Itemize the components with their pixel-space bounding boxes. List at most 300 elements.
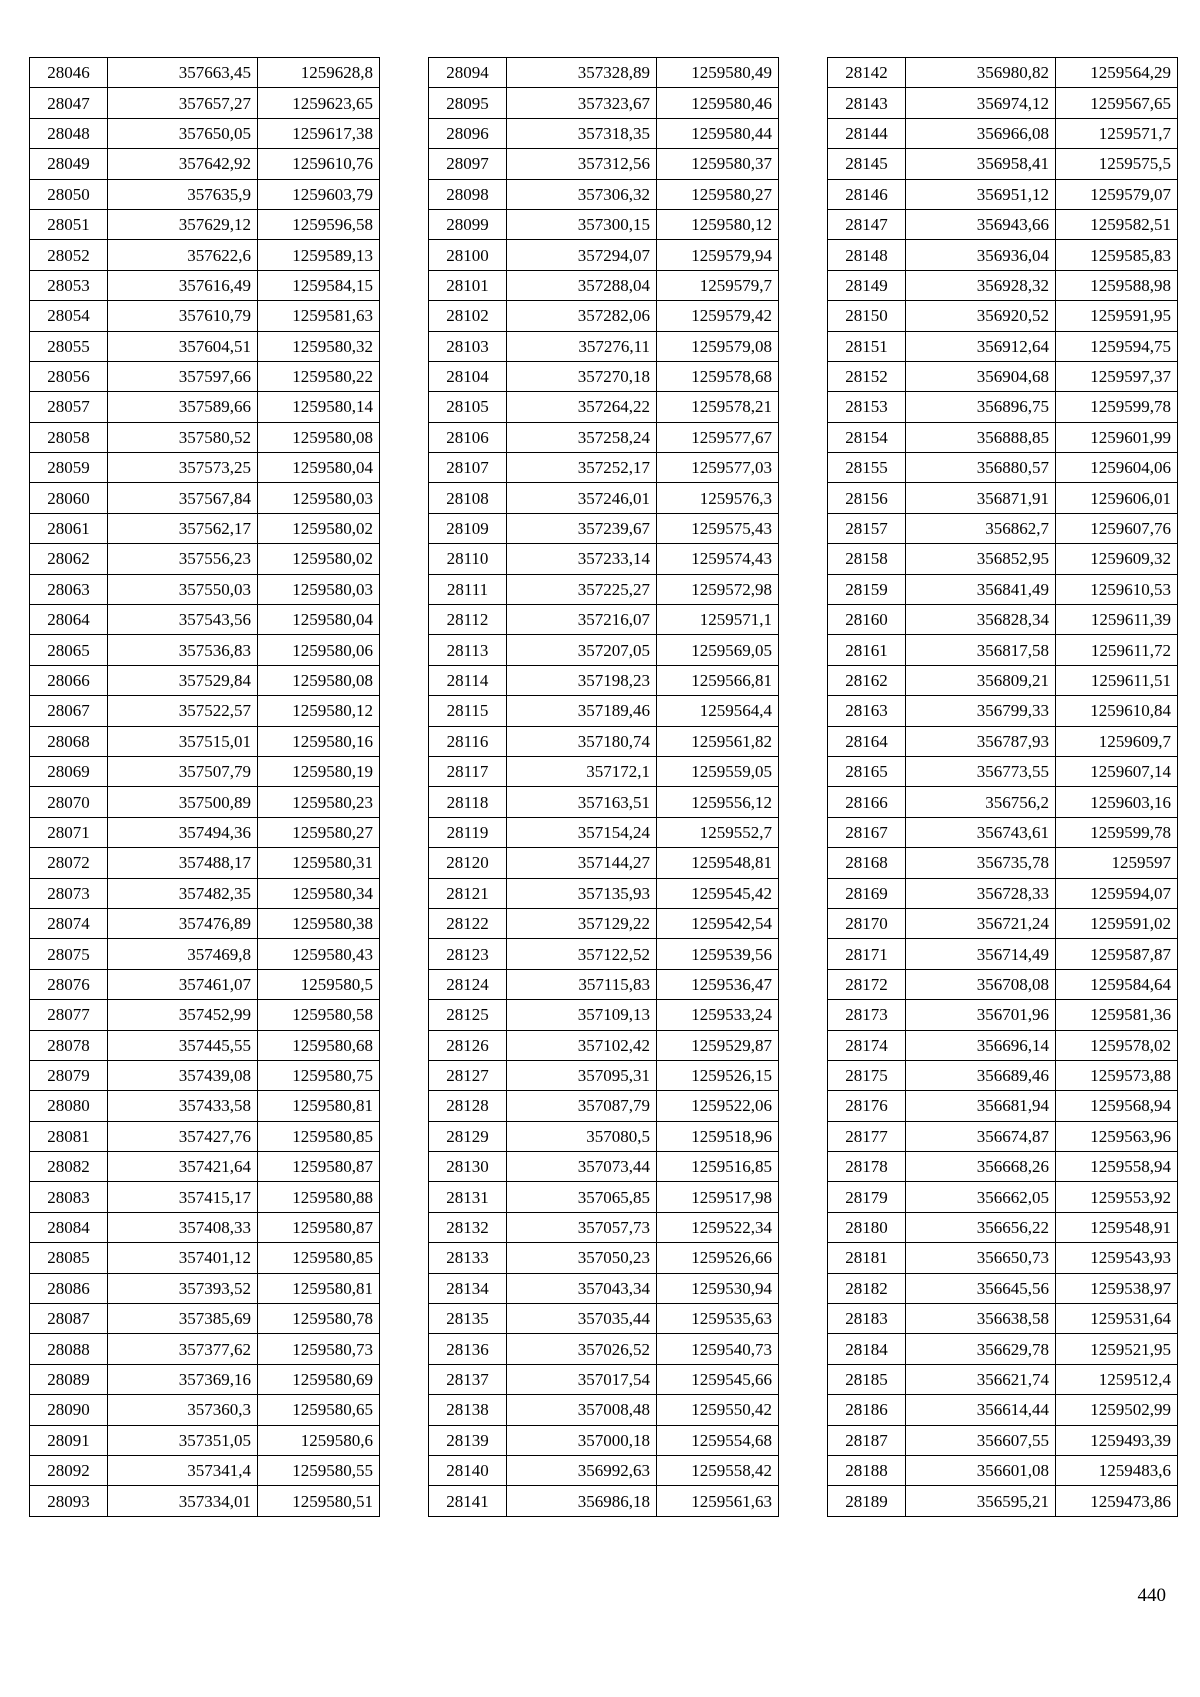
point-id-cell: 28087 — [30, 1304, 108, 1334]
x-coordinate-cell: 357494,36 — [108, 817, 258, 847]
x-coordinate-cell: 357154,24 — [507, 817, 657, 847]
point-id-cell: 28070 — [30, 787, 108, 817]
table-row — [828, 361, 1178, 391]
y-coordinate-cell: 1259556,12 — [657, 787, 779, 817]
point-id-cell: 28066 — [30, 665, 108, 695]
y-coordinate-cell: 1259580,49 — [657, 58, 779, 88]
point-id-cell: 28064 — [30, 605, 108, 635]
table-row — [828, 240, 1178, 270]
x-coordinate-cell: 357318,35 — [507, 118, 657, 148]
point-id-cell: 28148 — [828, 240, 906, 270]
x-coordinate-cell: 356601,08 — [906, 1455, 1056, 1485]
y-coordinate-cell: 1259550,42 — [657, 1395, 779, 1425]
table-row — [30, 848, 380, 878]
point-id-cell: 28056 — [30, 361, 108, 391]
x-coordinate-cell: 357334,01 — [108, 1486, 258, 1516]
x-coordinate-cell: 356701,96 — [906, 1000, 1056, 1030]
point-id-cell: 28062 — [30, 544, 108, 574]
table-row — [429, 331, 779, 361]
point-id-cell: 28189 — [828, 1486, 906, 1516]
x-coordinate-cell: 356629,78 — [906, 1334, 1056, 1364]
point-id-cell: 28185 — [828, 1364, 906, 1394]
y-coordinate-cell: 1259512,4 — [1056, 1364, 1178, 1394]
y-coordinate-cell: 1259628,8 — [258, 58, 380, 88]
y-coordinate-cell: 1259584,15 — [258, 270, 380, 300]
table-row — [30, 513, 380, 543]
x-coordinate-cell: 357276,11 — [507, 331, 657, 361]
table-row — [30, 240, 380, 270]
x-coordinate-cell: 357567,84 — [108, 483, 258, 513]
table-row — [828, 88, 1178, 118]
y-coordinate-cell: 1259580,34 — [258, 878, 380, 908]
y-coordinate-cell: 1259579,08 — [657, 331, 779, 361]
coordinate-table-2 — [428, 57, 779, 1517]
table-row — [429, 635, 779, 665]
table-row — [828, 58, 1178, 88]
table-row — [429, 756, 779, 786]
y-coordinate-cell: 1259540,73 — [657, 1334, 779, 1364]
table-row — [30, 301, 380, 331]
x-coordinate-cell: 357433,58 — [108, 1091, 258, 1121]
table-row — [429, 1121, 779, 1151]
x-coordinate-cell: 357663,45 — [108, 58, 258, 88]
point-id-cell: 28080 — [30, 1091, 108, 1121]
y-coordinate-cell: 1259611,51 — [1056, 665, 1178, 695]
table-row — [30, 483, 380, 513]
x-coordinate-cell: 356980,82 — [906, 58, 1056, 88]
point-id-cell: 28171 — [828, 939, 906, 969]
y-coordinate-cell: 1259548,91 — [1056, 1212, 1178, 1242]
point-id-cell: 28145 — [828, 149, 906, 179]
table-row — [429, 908, 779, 938]
point-id-cell: 28117 — [429, 756, 507, 786]
point-id-cell: 28076 — [30, 969, 108, 999]
point-id-cell: 28177 — [828, 1121, 906, 1151]
table-row — [429, 422, 779, 452]
y-coordinate-cell: 1259584,64 — [1056, 969, 1178, 999]
point-id-cell: 28063 — [30, 574, 108, 604]
x-coordinate-cell: 357408,33 — [108, 1212, 258, 1242]
y-coordinate-cell: 1259609,32 — [1056, 544, 1178, 574]
y-coordinate-cell: 1259535,63 — [657, 1304, 779, 1334]
x-coordinate-cell: 357115,83 — [507, 969, 657, 999]
point-id-cell: 28178 — [828, 1152, 906, 1182]
table-row — [429, 1425, 779, 1455]
x-coordinate-cell: 357080,5 — [507, 1121, 657, 1151]
point-id-cell: 28111 — [429, 574, 507, 604]
table-row — [30, 453, 380, 483]
point-id-cell: 28090 — [30, 1395, 108, 1425]
x-coordinate-cell: 356595,21 — [906, 1486, 1056, 1516]
point-id-cell: 28170 — [828, 908, 906, 938]
y-coordinate-cell: 1259611,39 — [1056, 605, 1178, 635]
point-id-cell: 28086 — [30, 1273, 108, 1303]
table-row — [429, 118, 779, 148]
x-coordinate-cell: 356852,95 — [906, 544, 1056, 574]
table-row — [429, 1243, 779, 1273]
y-coordinate-cell: 1259561,63 — [657, 1486, 779, 1516]
point-id-cell: 28123 — [429, 939, 507, 969]
table-row — [30, 635, 380, 665]
point-id-cell: 28051 — [30, 209, 108, 239]
y-coordinate-cell: 1259580,38 — [258, 908, 380, 938]
y-coordinate-cell: 1259603,79 — [258, 179, 380, 209]
y-coordinate-cell: 1259536,47 — [657, 969, 779, 999]
x-coordinate-cell: 357369,16 — [108, 1364, 258, 1394]
y-coordinate-cell: 1259580,58 — [258, 1000, 380, 1030]
point-id-cell: 28108 — [429, 483, 507, 513]
x-coordinate-cell: 356689,46 — [906, 1060, 1056, 1090]
point-id-cell: 28072 — [30, 848, 108, 878]
point-id-cell: 28168 — [828, 848, 906, 878]
y-coordinate-cell: 1259623,65 — [258, 88, 380, 118]
point-id-cell: 28167 — [828, 817, 906, 847]
table-row — [828, 453, 1178, 483]
table-row — [30, 908, 380, 938]
table-row — [429, 605, 779, 635]
y-coordinate-cell: 1259545,42 — [657, 878, 779, 908]
y-coordinate-cell: 1259531,64 — [1056, 1304, 1178, 1334]
y-coordinate-cell: 1259580,27 — [657, 179, 779, 209]
point-id-cell: 28105 — [429, 392, 507, 422]
x-coordinate-cell: 357635,9 — [108, 179, 258, 209]
point-id-cell: 28097 — [429, 149, 507, 179]
y-coordinate-cell: 1259580,55 — [258, 1455, 380, 1485]
point-id-cell: 28121 — [429, 878, 507, 908]
point-id-cell: 28164 — [828, 726, 906, 756]
x-coordinate-cell: 356735,78 — [906, 848, 1056, 878]
table-row — [828, 605, 1178, 635]
y-coordinate-cell: 1259533,24 — [657, 1000, 779, 1030]
x-coordinate-cell: 356912,64 — [906, 331, 1056, 361]
table-row — [30, 1455, 380, 1485]
table-row — [429, 726, 779, 756]
y-coordinate-cell: 1259610,53 — [1056, 574, 1178, 604]
x-coordinate-cell: 357073,44 — [507, 1152, 657, 1182]
table-row — [30, 270, 380, 300]
x-coordinate-cell: 357469,8 — [108, 939, 258, 969]
table-row — [429, 544, 779, 574]
point-id-cell: 28127 — [429, 1060, 507, 1090]
point-id-cell: 28158 — [828, 544, 906, 574]
point-id-cell: 28092 — [30, 1455, 108, 1485]
y-coordinate-cell: 1259603,16 — [1056, 787, 1178, 817]
point-id-cell: 28089 — [30, 1364, 108, 1394]
x-coordinate-cell: 357642,92 — [108, 149, 258, 179]
point-id-cell: 28149 — [828, 270, 906, 300]
x-coordinate-cell: 357393,52 — [108, 1273, 258, 1303]
table-row — [429, 1060, 779, 1090]
x-coordinate-cell: 357351,05 — [108, 1425, 258, 1455]
x-coordinate-cell: 356992,63 — [507, 1455, 657, 1485]
x-coordinate-cell: 357500,89 — [108, 787, 258, 817]
y-coordinate-cell: 1259610,76 — [258, 149, 380, 179]
point-id-cell: 28054 — [30, 301, 108, 331]
y-coordinate-cell: 1259538,97 — [1056, 1273, 1178, 1303]
y-coordinate-cell: 1259574,43 — [657, 544, 779, 574]
y-coordinate-cell: 1259581,63 — [258, 301, 380, 331]
table-row — [429, 848, 779, 878]
point-id-cell: 28049 — [30, 149, 108, 179]
x-coordinate-cell: 357522,57 — [108, 696, 258, 726]
x-coordinate-cell: 357057,73 — [507, 1212, 657, 1242]
table-row — [828, 969, 1178, 999]
table-row — [828, 635, 1178, 665]
point-id-cell: 28112 — [429, 605, 507, 635]
point-id-cell: 28091 — [30, 1425, 108, 1455]
x-coordinate-cell: 356888,85 — [906, 422, 1056, 452]
y-coordinate-cell: 1259526,66 — [657, 1243, 779, 1273]
point-id-cell: 28095 — [429, 88, 507, 118]
y-coordinate-cell: 1259571,1 — [657, 605, 779, 635]
table-row — [828, 270, 1178, 300]
x-coordinate-cell: 357562,17 — [108, 513, 258, 543]
coordinate-table-1 — [29, 57, 380, 1517]
table-row — [30, 939, 380, 969]
point-id-cell: 28084 — [30, 1212, 108, 1242]
y-coordinate-cell: 1259580,46 — [657, 88, 779, 118]
table-row — [30, 1395, 380, 1425]
table-row — [828, 1364, 1178, 1394]
x-coordinate-cell: 357189,46 — [507, 696, 657, 726]
x-coordinate-cell: 357258,24 — [507, 422, 657, 452]
x-coordinate-cell: 357515,01 — [108, 726, 258, 756]
y-coordinate-cell: 1259526,15 — [657, 1060, 779, 1090]
table-row — [828, 848, 1178, 878]
y-coordinate-cell: 1259579,07 — [1056, 179, 1178, 209]
point-id-cell: 28156 — [828, 483, 906, 513]
y-coordinate-cell: 1259580,16 — [258, 726, 380, 756]
y-coordinate-cell: 1259589,13 — [258, 240, 380, 270]
x-coordinate-cell: 357385,69 — [108, 1304, 258, 1334]
table-row — [30, 544, 380, 574]
y-coordinate-cell: 1259580,02 — [258, 544, 380, 574]
table-row — [828, 1486, 1178, 1516]
point-id-cell: 28154 — [828, 422, 906, 452]
x-coordinate-cell: 356787,93 — [906, 726, 1056, 756]
x-coordinate-cell: 356638,58 — [906, 1304, 1056, 1334]
x-coordinate-cell: 356966,08 — [906, 118, 1056, 148]
y-coordinate-cell: 1259580,19 — [258, 756, 380, 786]
y-coordinate-cell: 1259580,32 — [258, 331, 380, 361]
y-coordinate-cell: 1259539,56 — [657, 939, 779, 969]
y-coordinate-cell: 1259567,65 — [1056, 88, 1178, 118]
point-id-cell: 28174 — [828, 1030, 906, 1060]
y-coordinate-cell: 1259580,03 — [258, 483, 380, 513]
table-row — [429, 1273, 779, 1303]
point-id-cell: 28113 — [429, 635, 507, 665]
y-coordinate-cell: 1259580,73 — [258, 1334, 380, 1364]
x-coordinate-cell: 357172,1 — [507, 756, 657, 786]
point-id-cell: 28124 — [429, 969, 507, 999]
point-id-cell: 28071 — [30, 817, 108, 847]
point-id-cell: 28048 — [30, 118, 108, 148]
point-id-cell: 28176 — [828, 1091, 906, 1121]
table-row — [30, 331, 380, 361]
table-row — [429, 149, 779, 179]
y-coordinate-cell: 1259580,04 — [258, 605, 380, 635]
y-coordinate-cell: 1259553,92 — [1056, 1182, 1178, 1212]
y-coordinate-cell: 1259587,87 — [1056, 939, 1178, 969]
table-row — [828, 331, 1178, 361]
point-id-cell: 28100 — [429, 240, 507, 270]
x-coordinate-cell: 357216,07 — [507, 605, 657, 635]
y-coordinate-cell: 1259580,85 — [258, 1243, 380, 1273]
point-id-cell: 28060 — [30, 483, 108, 513]
y-coordinate-cell: 1259516,85 — [657, 1152, 779, 1182]
point-id-cell: 28101 — [429, 270, 507, 300]
y-coordinate-cell: 1259580,27 — [258, 817, 380, 847]
x-coordinate-cell: 357589,66 — [108, 392, 258, 422]
x-coordinate-cell: 357488,17 — [108, 848, 258, 878]
table-row — [828, 149, 1178, 179]
y-coordinate-cell: 1259493,39 — [1056, 1425, 1178, 1455]
point-id-cell: 28074 — [30, 908, 108, 938]
y-coordinate-cell: 1259580,08 — [258, 422, 380, 452]
table-row — [429, 1030, 779, 1060]
table-row — [30, 1212, 380, 1242]
x-coordinate-cell: 357288,04 — [507, 270, 657, 300]
point-id-cell: 28147 — [828, 209, 906, 239]
point-id-cell: 28162 — [828, 665, 906, 695]
point-id-cell: 28102 — [429, 301, 507, 331]
y-coordinate-cell: 1259580,75 — [258, 1060, 380, 1090]
y-coordinate-cell: 1259575,43 — [657, 513, 779, 543]
y-coordinate-cell: 1259594,07 — [1056, 878, 1178, 908]
y-coordinate-cell: 1259580,23 — [258, 787, 380, 817]
y-coordinate-cell: 1259548,81 — [657, 848, 779, 878]
point-id-cell: 28118 — [429, 787, 507, 817]
x-coordinate-cell: 356809,21 — [906, 665, 1056, 695]
x-coordinate-cell: 357306,32 — [507, 179, 657, 209]
table-row — [828, 756, 1178, 786]
x-coordinate-cell: 357421,64 — [108, 1152, 258, 1182]
point-id-cell: 28109 — [429, 513, 507, 543]
y-coordinate-cell: 1259580,02 — [258, 513, 380, 543]
y-coordinate-cell: 1259578,21 — [657, 392, 779, 422]
table-row — [429, 88, 779, 118]
x-coordinate-cell: 356756,2 — [906, 787, 1056, 817]
x-coordinate-cell: 356880,57 — [906, 453, 1056, 483]
table-row — [429, 1091, 779, 1121]
y-coordinate-cell: 1259517,98 — [657, 1182, 779, 1212]
point-id-cell: 28142 — [828, 58, 906, 88]
x-coordinate-cell: 356896,75 — [906, 392, 1056, 422]
y-coordinate-cell: 1259579,7 — [657, 270, 779, 300]
x-coordinate-cell: 357050,23 — [507, 1243, 657, 1273]
table-row — [30, 209, 380, 239]
point-id-cell: 28143 — [828, 88, 906, 118]
x-coordinate-cell: 356721,24 — [906, 908, 1056, 938]
x-coordinate-cell: 357629,12 — [108, 209, 258, 239]
x-coordinate-cell: 356674,87 — [906, 1121, 1056, 1151]
x-coordinate-cell: 357507,79 — [108, 756, 258, 786]
table-row — [828, 1243, 1178, 1273]
x-coordinate-cell: 357264,22 — [507, 392, 657, 422]
y-coordinate-cell: 1259561,82 — [657, 726, 779, 756]
x-coordinate-cell: 357573,25 — [108, 453, 258, 483]
y-coordinate-cell: 1259529,87 — [657, 1030, 779, 1060]
table-row — [429, 665, 779, 695]
x-coordinate-cell: 357000,18 — [507, 1425, 657, 1455]
point-id-cell: 28125 — [429, 1000, 507, 1030]
table-row — [30, 1334, 380, 1364]
x-coordinate-cell: 357252,17 — [507, 453, 657, 483]
table-row — [828, 1273, 1178, 1303]
point-id-cell: 28172 — [828, 969, 906, 999]
x-coordinate-cell: 357294,07 — [507, 240, 657, 270]
y-coordinate-cell: 1259610,84 — [1056, 696, 1178, 726]
x-coordinate-cell: 357122,52 — [507, 939, 657, 969]
table-row — [429, 240, 779, 270]
y-coordinate-cell: 1259580,12 — [657, 209, 779, 239]
x-coordinate-cell: 357087,79 — [507, 1091, 657, 1121]
x-coordinate-cell: 357622,6 — [108, 240, 258, 270]
y-coordinate-cell: 1259522,06 — [657, 1091, 779, 1121]
x-coordinate-cell: 357026,52 — [507, 1334, 657, 1364]
x-coordinate-cell: 357452,99 — [108, 1000, 258, 1030]
point-id-cell: 28183 — [828, 1304, 906, 1334]
y-coordinate-cell: 1259502,99 — [1056, 1395, 1178, 1425]
point-id-cell: 28110 — [429, 544, 507, 574]
point-id-cell: 28166 — [828, 787, 906, 817]
table-row — [429, 1486, 779, 1516]
x-coordinate-cell: 356668,26 — [906, 1152, 1056, 1182]
x-coordinate-cell: 357445,55 — [108, 1030, 258, 1060]
point-id-cell: 28073 — [30, 878, 108, 908]
x-coordinate-cell: 356621,74 — [906, 1364, 1056, 1394]
table-row — [828, 665, 1178, 695]
point-id-cell: 28099 — [429, 209, 507, 239]
table-row — [828, 908, 1178, 938]
table-row — [429, 209, 779, 239]
x-coordinate-cell: 357312,56 — [507, 149, 657, 179]
y-coordinate-cell: 1259580,78 — [258, 1304, 380, 1334]
x-coordinate-cell: 357270,18 — [507, 361, 657, 391]
table-row — [828, 787, 1178, 817]
x-coordinate-cell: 357239,67 — [507, 513, 657, 543]
point-id-cell: 28186 — [828, 1395, 906, 1425]
x-coordinate-cell: 357129,22 — [507, 908, 657, 938]
y-coordinate-cell: 1259607,14 — [1056, 756, 1178, 786]
point-id-cell: 28146 — [828, 179, 906, 209]
point-id-cell: 28129 — [429, 1121, 507, 1151]
point-id-cell: 28120 — [429, 848, 507, 878]
x-coordinate-cell: 357102,42 — [507, 1030, 657, 1060]
point-id-cell: 28046 — [30, 58, 108, 88]
point-id-cell: 28188 — [828, 1455, 906, 1485]
point-id-cell: 28083 — [30, 1182, 108, 1212]
point-id-cell: 28067 — [30, 696, 108, 726]
point-id-cell: 28122 — [429, 908, 507, 938]
table-row — [828, 1455, 1178, 1485]
x-coordinate-cell: 356936,04 — [906, 240, 1056, 270]
x-coordinate-cell: 357035,44 — [507, 1304, 657, 1334]
y-coordinate-cell: 1259580,69 — [258, 1364, 380, 1394]
y-coordinate-cell: 1259543,93 — [1056, 1243, 1178, 1273]
x-coordinate-cell: 356607,55 — [906, 1425, 1056, 1455]
y-coordinate-cell: 1259580,08 — [258, 665, 380, 695]
page-number: 440 — [1137, 1585, 1166, 1606]
y-coordinate-cell: 1259601,99 — [1056, 422, 1178, 452]
table-row — [30, 1243, 380, 1273]
x-coordinate-cell: 356951,12 — [906, 179, 1056, 209]
y-coordinate-cell: 1259552,7 — [657, 817, 779, 847]
table-row — [828, 1182, 1178, 1212]
point-id-cell: 28144 — [828, 118, 906, 148]
y-coordinate-cell: 1259580,43 — [258, 939, 380, 969]
point-id-cell: 28093 — [30, 1486, 108, 1516]
